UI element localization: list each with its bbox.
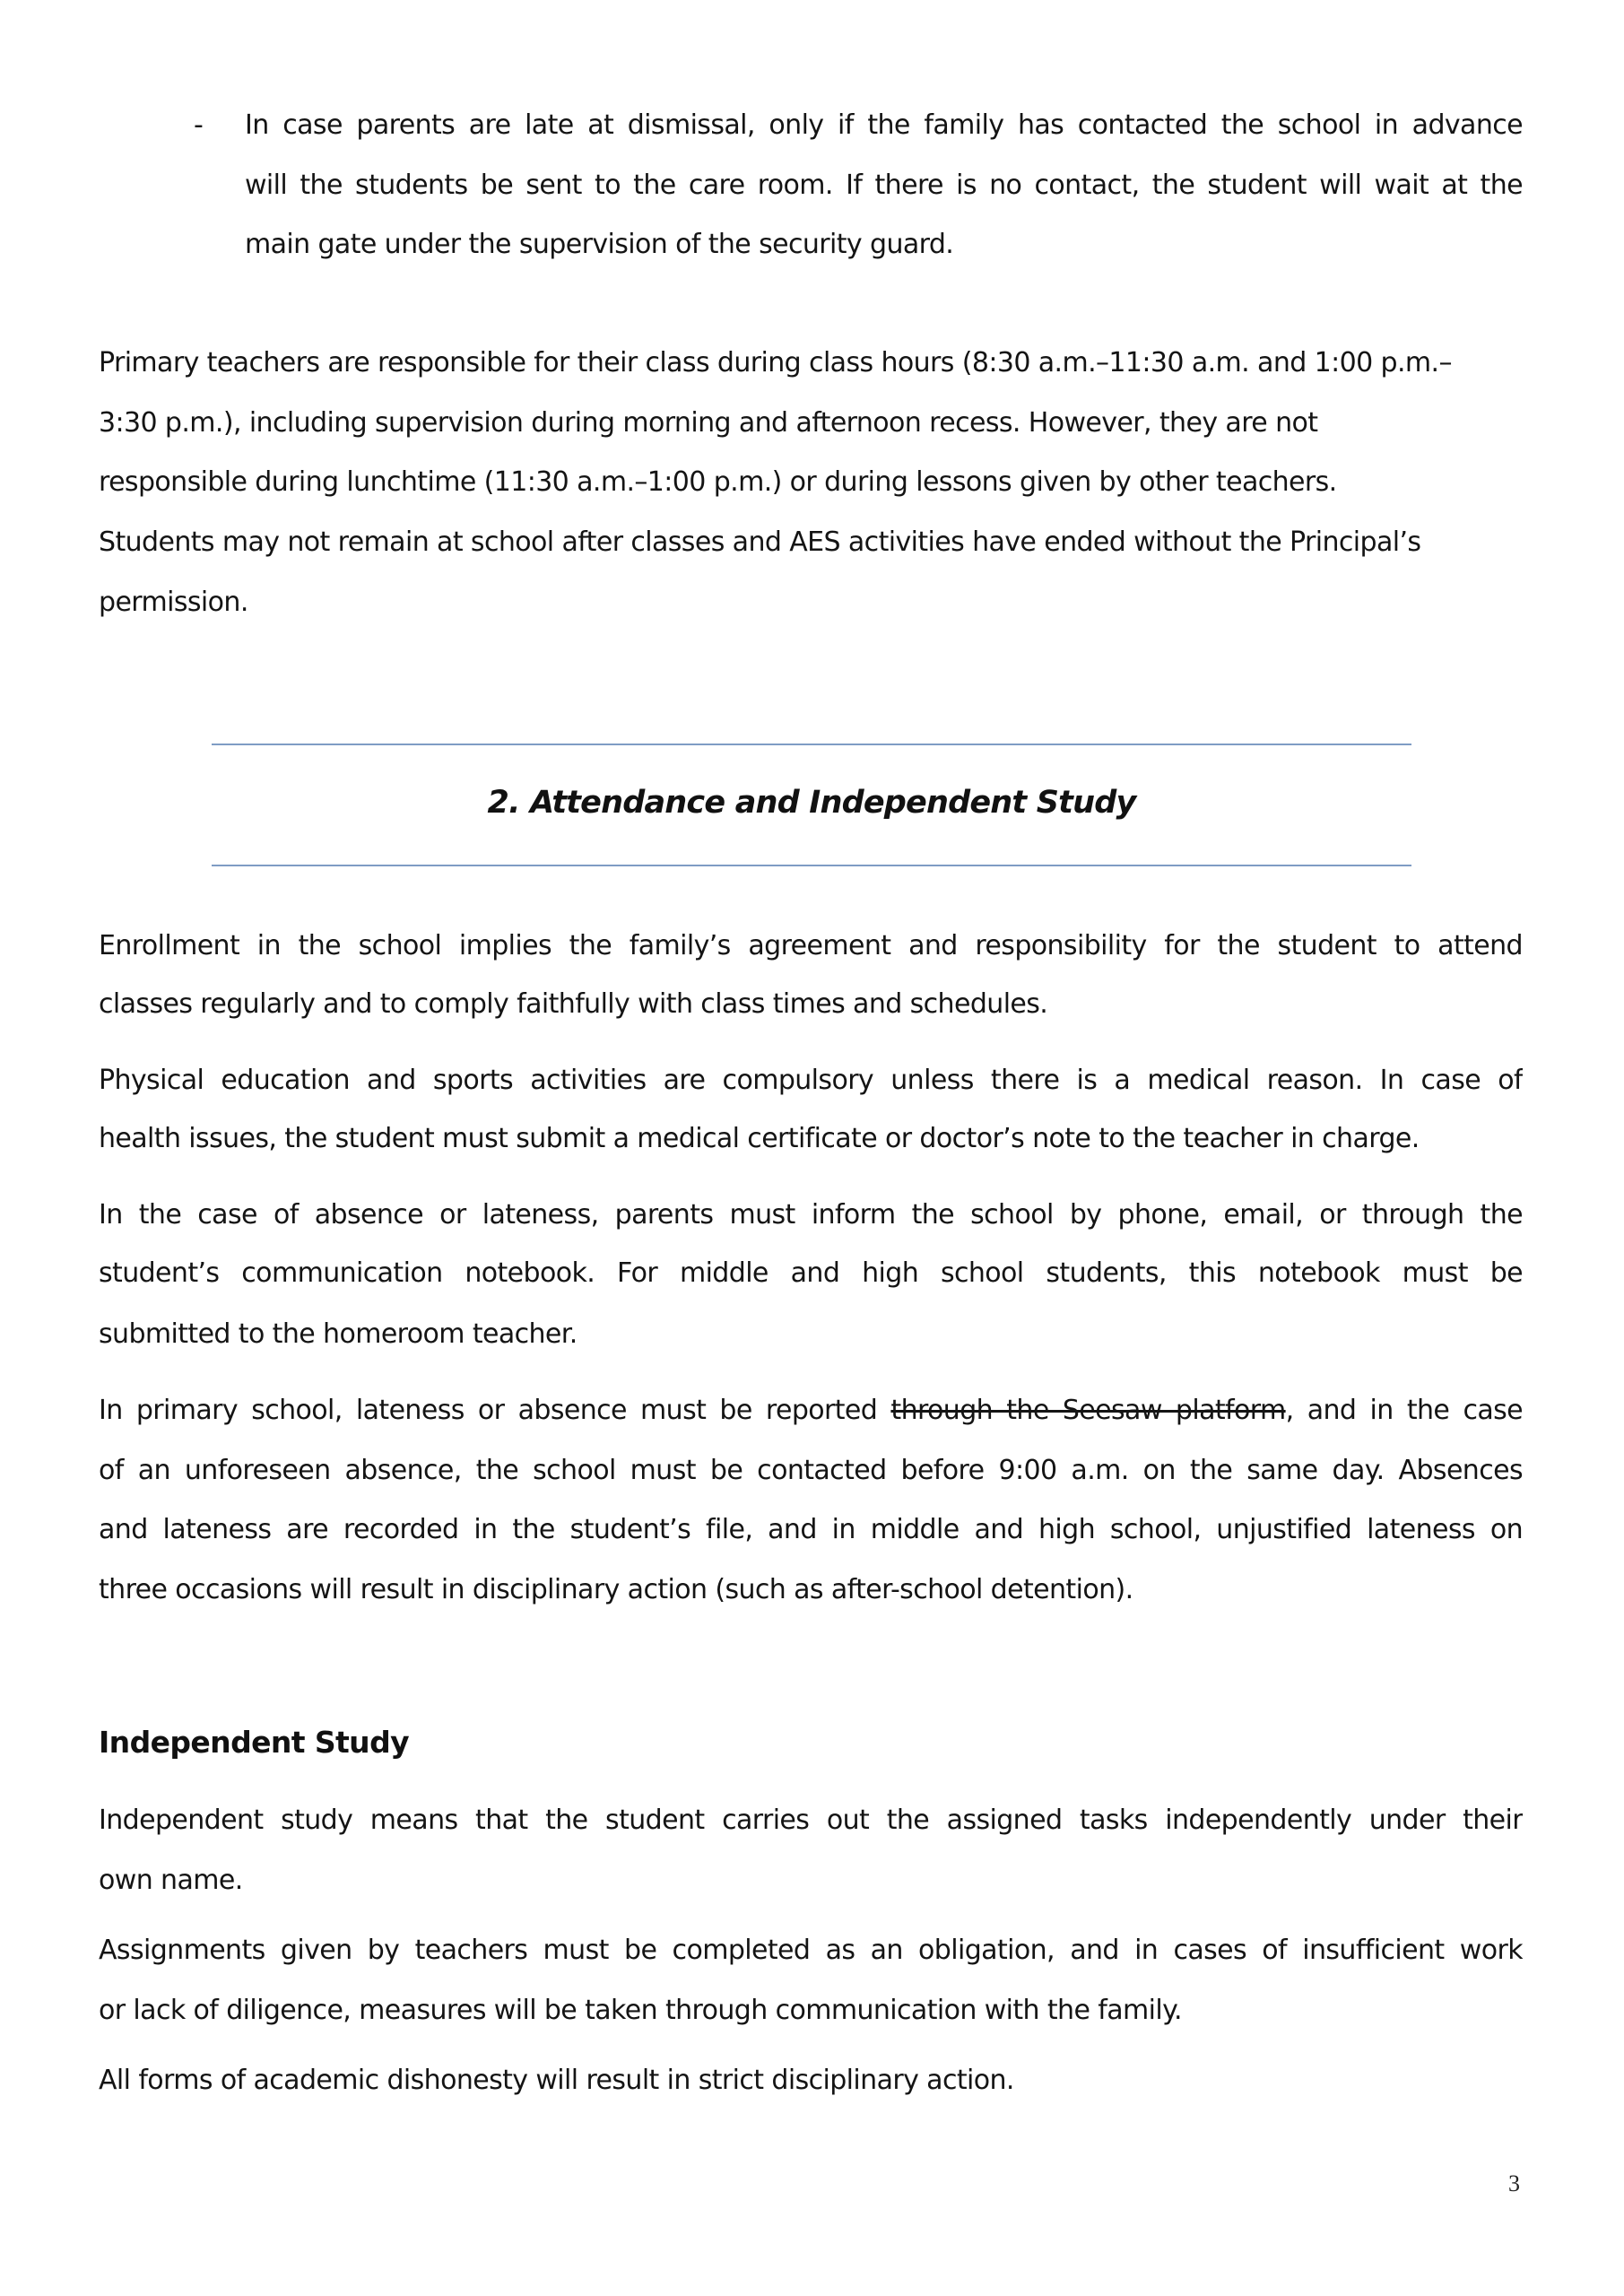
- paragraph-line: of an unforeseen absence, the school must be contacted before 9:00 a.m. on the same day. Absences: [99, 1455, 1523, 1486]
- section-bottom-rule: [212, 865, 1411, 866]
- text-run: In primary school, lateness or absence must be reported: [99, 1395, 891, 1426]
- paragraph-line: Independent study means that the student carries out the assigned tasks independently under their: [99, 1805, 1523, 1836]
- bullet-line: main gate under the supervision of the security guard.: [245, 229, 954, 260]
- paragraph-line: [99, 1393, 1523, 1429]
- section-title: 2. Attendance and Independent Study: [487, 785, 1136, 821]
- paragraph-line: or lack of diligence, measures will be taken through communication with the family.: [99, 1995, 1182, 2026]
- paragraph-line: student’s communication notebook. For middle and high school students, this notebook must be: [99, 1257, 1523, 1289]
- section-top-rule: [212, 744, 1411, 745]
- page-number: 3: [1508, 2170, 1520, 2196]
- subsection-title: Independent Study: [99, 1725, 410, 1760]
- paragraph-line: submitted to the homeroom teacher.: [99, 1318, 578, 1350]
- paragraph-line: and lateness are recorded in the student’s file, and in middle and high school, unjustified lateness on: [99, 1514, 1523, 1545]
- paragraph-line: three occasions will result in disciplinary action (such as after-school detention).: [99, 1574, 1133, 1605]
- paragraph-line: classes regularly and to comply faithfully with class times and schedules.: [99, 988, 1048, 1020]
- paragraph-line: Enrollment in the school implies the family’s agreement and responsibility for the student to attend: [99, 930, 1523, 961]
- paragraph-line: permission.: [99, 587, 248, 618]
- paragraph-line: 3:30 p.m.), including supervision during morning and afternoon recess. However, they are not: [99, 407, 1318, 439]
- paragraph-line: Physical education and sports activities are compulsory unless there is a medical reason. In case of: [99, 1065, 1523, 1096]
- struck-text: through the Seesaw platform: [890, 1395, 1286, 1426]
- paragraph-line: own name.: [99, 1865, 243, 1896]
- bullet-line: will the students be sent to the care room. If there is no contact, the student will wait at the: [245, 170, 1523, 201]
- paragraph-line: health issues, the student must submit a medical certificate or doctor’s note to the teacher in charge.: [99, 1123, 1420, 1154]
- text-run: , and in the case: [1285, 1395, 1523, 1426]
- bullet-dash-marker: -: [194, 109, 204, 141]
- paragraph-line: Students may not remain at school after classes and AES activities have ended without the Principal’s: [99, 526, 1421, 558]
- paragraph-line: In the case of absence or lateness, parents must inform the school by phone, email, or through the: [99, 1199, 1523, 1231]
- bullet-line: In case parents are late at dismissal, only if the family has contacted the school in advance: [245, 109, 1523, 141]
- paragraph-line: Assignments given by teachers must be completed as an obligation, and in cases of insufficient work: [99, 1935, 1523, 1966]
- paragraph-line: responsible during lunchtime (11:30 a.m.–1:00 p.m.) or during lessons given by other teachers.: [99, 466, 1337, 498]
- paragraph-line: All forms of academic dishonesty will result in strict disciplinary action.: [99, 2065, 1014, 2096]
- paragraph-line: Primary teachers are responsible for their class during class hours (8:30 a.m.–11:30 a.m. and 1:00 p.m.–: [99, 347, 1452, 378]
